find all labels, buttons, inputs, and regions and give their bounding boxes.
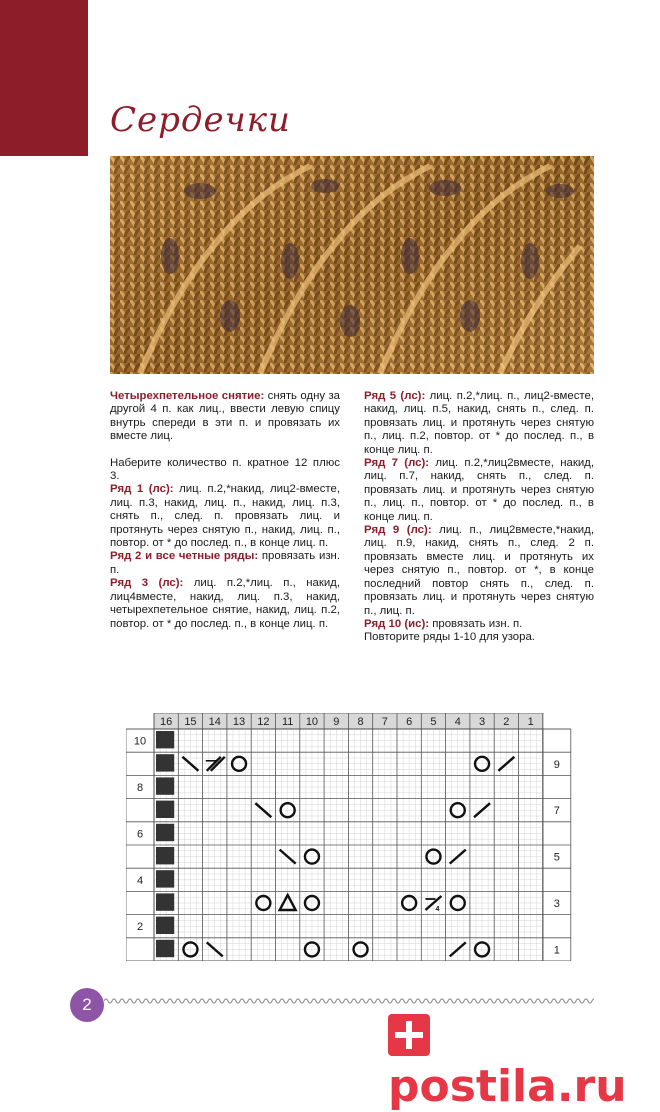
chart-no-stitch-cell [156,731,174,748]
instructions-left-column [110,390,340,631]
chart-column-label: 16 [160,716,173,728]
chart-column-label: 6 [406,716,413,728]
watermark [388,1010,660,1112]
chart-no-stitch-cell [156,754,174,771]
paragraph-5: Ряд 3 (лс): лиц. п.2,*лиц. п., накид, лиц4вместе, накид, лиц. п.3, накид, четырехпетельное снятие, накид, лиц. п.2, повтор. от * до послед. п., в конце лиц. п. [110,577,340,630]
chart-column-label: 9 [333,716,340,728]
chart-column-label: 14 [208,716,221,728]
chart-no-stitch-cell [156,847,174,864]
chart-row-label-left: 4 [136,874,144,887]
chart-column-label: 7 [381,716,388,728]
paragraph-7: Ряд 7 (лс): лиц. п.2,*лиц2вместе, накид, лиц. п.7, накид, снять п., след. п. провязать лиц. и протянуть через снятую п., лиц. п., повтор. от * до послед. п., в конце лиц. п. [364,457,594,523]
chart-no-stitch-cell [156,893,174,910]
chart-row-label-right: 9 [553,758,560,771]
paragraph-3: Ряд 1 (лс): лиц. п.2,*накид, лиц2-вместе, лиц. п.3, накид, лиц. п., накид, лиц. п.3, снять п., след. п. провязать лиц. и протянуть через снятую п., накид, лиц. п., повтор. от * до послед. п., в конце лиц. п. [110,483,340,550]
chart-row-label-right: 7 [553,805,560,818]
chart-no-stitch-cell [156,870,174,887]
chart-column-label: 12 [257,716,270,728]
chart-svg [126,713,578,961]
plus-logo-icon [388,1014,430,1056]
chart-no-stitch-cell [156,801,174,818]
knitting-photo [110,156,594,374]
chart-row-label-left: 2 [136,921,144,934]
decorative-wave-line [104,994,594,1008]
paragraph-gap [110,444,340,457]
page-title: Сердечки [110,100,291,140]
chart-column-label: 5 [430,716,437,728]
chart-row-label-left: 6 [136,828,144,841]
chart-column-label: 15 [184,716,197,728]
chart-column-label: 8 [357,716,364,728]
chart-column-label: 11 [281,716,294,728]
chart-row-label-left: 10 [133,735,147,748]
paragraph-4: Ряд 2 и все четные ряды: провязать изн. п. [110,550,340,576]
chart-column-label: 1 [527,716,534,728]
knit-texture-image [110,156,594,374]
paragraph-6: Ряд 5 (лс): лиц. п.2,*лиц. п., лиц2-вместе, накид, лиц. п.5, накид, снять п., след. п. провязать лиц. и протянуть через снятую п., лиц. п.2, повтор. от * до послед. п., в конце лиц. п. [364,390,594,456]
chart-row-label-right: 5 [553,851,560,864]
chart-column-label: 3 [478,716,486,728]
chart-no-stitch-cell [156,777,174,794]
chart-no-stitch-cell [156,824,174,841]
chart-row-label-right: 3 [553,898,560,910]
paragraph-10: Повторите ряды 1-10 для узора. [364,631,535,644]
watermark-text-suffix: .ru [556,1061,627,1112]
chart-row-label-right: 1 [553,944,560,957]
watermark-text-prefix: postila [388,1061,557,1112]
chart-row-label-left: 8 [136,782,144,794]
chart-no-stitch-cell [156,940,174,957]
page-number-badge: 2 [70,988,104,1022]
chart-column-label: 4 [454,716,461,728]
chart-column-label: 13 [232,716,246,728]
knitting-chart [126,713,578,961]
paragraph-8: Ряд 9 (лс): лиц. п., лиц2вместе,*накид, лиц. п.9, накид, снять п., след. 2 п. провязать вместе лиц. и протянуть их через снятую п., повтор. от *, в конце последний повтор снять п., след. п. провязать лиц. и протянуть через снятую п., лиц. п. [364,524,594,617]
paragraph-9: Ряд 10 (ис): провязать изн. п. [364,617,523,630]
paragraph-2: Наберите количество п. кратное 12 плюс 3. [110,456,340,483]
chart-column-label: 2 [503,716,510,728]
chart-k4tog-count-label: 4 [435,906,440,913]
chart-column-label: 10 [305,716,319,728]
instructions-right-column [364,390,594,645]
paragraph-1: Четырехпетельное снятие: снять одну за другой 4 п. как лиц., ввести левую спицу внутрь спереди в эти п. и провязать их вместе лиц. [110,390,340,443]
corner-color-block [0,0,88,156]
chart-no-stitch-cell [156,917,174,934]
